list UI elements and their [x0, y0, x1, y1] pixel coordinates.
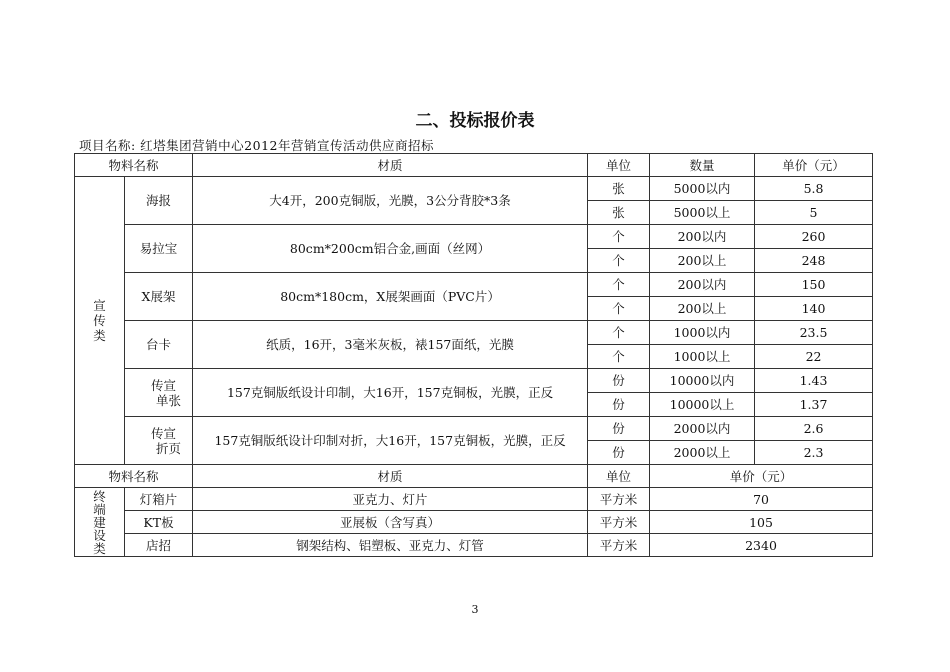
qty-cell: 1000以上 [650, 345, 755, 369]
header-unit-price: 单价（元） [650, 465, 873, 488]
page-number: 3 [471, 603, 479, 616]
header-material: 材质 [193, 465, 588, 488]
price-cell: 260 [755, 225, 873, 249]
price-cell: 5.8 [755, 177, 873, 201]
table-row [75, 534, 873, 557]
unit-cell: 平方米 [588, 534, 650, 557]
unit-cell: 张 [588, 177, 650, 201]
price-cell: 105 [650, 511, 873, 534]
unit-cell: 平方米 [588, 488, 650, 511]
price-cell: 70 [650, 488, 873, 511]
table-row [75, 273, 873, 297]
qty-cell: 10000以内 [650, 369, 755, 393]
item-name: 传宣 单张 [125, 369, 193, 417]
qty-cell: 5000以内 [650, 177, 755, 201]
qty-cell: 2000以内 [650, 417, 755, 441]
unit-cell: 张 [588, 201, 650, 225]
qty-cell: 1000以内 [650, 321, 755, 345]
item-name: 海报 [125, 177, 193, 225]
table-header-row [75, 154, 873, 177]
price-cell: 150 [755, 273, 873, 297]
item-name: X展架 [125, 273, 193, 321]
unit-cell: 份 [588, 393, 650, 417]
price-cell: 23.5 [755, 321, 873, 345]
unit-cell: 个 [588, 273, 650, 297]
item-name: KT板 [125, 511, 193, 534]
project-name: 项目名称: 红塔集团营销中心2012年营销宣传活动供应商招标 [79, 138, 434, 153]
price-cell: 140 [755, 297, 873, 321]
price-cell: 2.3 [755, 441, 873, 465]
item-material: 钢架结构、铝塑板、亚克力、灯管 [193, 534, 588, 557]
item-name: 易拉宝 [125, 225, 193, 273]
item-material: 亚克力、灯片 [193, 488, 588, 511]
table-row [75, 321, 873, 345]
header-unit: 单位 [588, 154, 650, 177]
table-row [75, 511, 873, 534]
item-material: 157克铜版纸设计印制，大16开，157克铜板，光膜，正反 [193, 369, 588, 417]
item-material: 80cm*200cm铝合金,画面（丝网） [193, 225, 588, 273]
table-row [75, 225, 873, 249]
price-cell: 1.37 [755, 393, 873, 417]
category-promo: 宣 传 类 [75, 177, 125, 465]
qty-cell: 200以内 [650, 225, 755, 249]
qty-cell: 10000以上 [650, 393, 755, 417]
table-row [75, 369, 873, 393]
table-header-row [75, 465, 873, 488]
item-name: 店招 [125, 534, 193, 557]
item-material: 157克铜版纸设计印制对折，大16开，157克铜板，光膜，正反 [193, 417, 588, 465]
price-cell: 2.6 [755, 417, 873, 441]
header-unit-price: 单价（元） [755, 154, 873, 177]
header-material-name: 物料名称 [75, 465, 193, 488]
unit-cell: 份 [588, 441, 650, 465]
price-cell: 2340 [650, 534, 873, 557]
item-material: 大4开，200克铜版，光膜，3公分背胶*3条 [193, 177, 588, 225]
table-row [75, 488, 873, 511]
quote-table [74, 153, 873, 557]
item-material: 亚展板（含写真） [193, 511, 588, 534]
unit-cell: 份 [588, 369, 650, 393]
price-cell: 248 [755, 249, 873, 273]
unit-cell: 个 [588, 225, 650, 249]
item-name: 台卡 [125, 321, 193, 369]
qty-cell: 2000以上 [650, 441, 755, 465]
unit-cell: 个 [588, 345, 650, 369]
unit-cell: 个 [588, 321, 650, 345]
header-unit: 单位 [588, 465, 650, 488]
table-row [75, 417, 873, 441]
qty-cell: 200以内 [650, 273, 755, 297]
header-material-name: 物料名称 [75, 154, 193, 177]
item-name: 灯箱片 [125, 488, 193, 511]
item-material: 80cm*180cm，X展架画面（PVC片） [193, 273, 588, 321]
qty-cell: 200以上 [650, 249, 755, 273]
qty-cell: 200以上 [650, 297, 755, 321]
header-material: 材质 [193, 154, 588, 177]
unit-cell: 平方米 [588, 511, 650, 534]
header-quantity: 数量 [650, 154, 755, 177]
price-cell: 5 [755, 201, 873, 225]
category-terminal: 终 端 建 设 类 [75, 488, 125, 557]
item-material: 纸质，16开，3毫米灰板，裱157面纸，光膜 [193, 321, 588, 369]
price-cell: 22 [755, 345, 873, 369]
qty-cell: 5000以上 [650, 201, 755, 225]
unit-cell: 个 [588, 249, 650, 273]
unit-cell: 个 [588, 297, 650, 321]
unit-cell: 份 [588, 417, 650, 441]
page-title: 二、投标报价表 [415, 111, 535, 131]
item-name: 传宣 折页 [125, 417, 193, 465]
price-cell: 1.43 [755, 369, 873, 393]
table-row [75, 177, 873, 201]
